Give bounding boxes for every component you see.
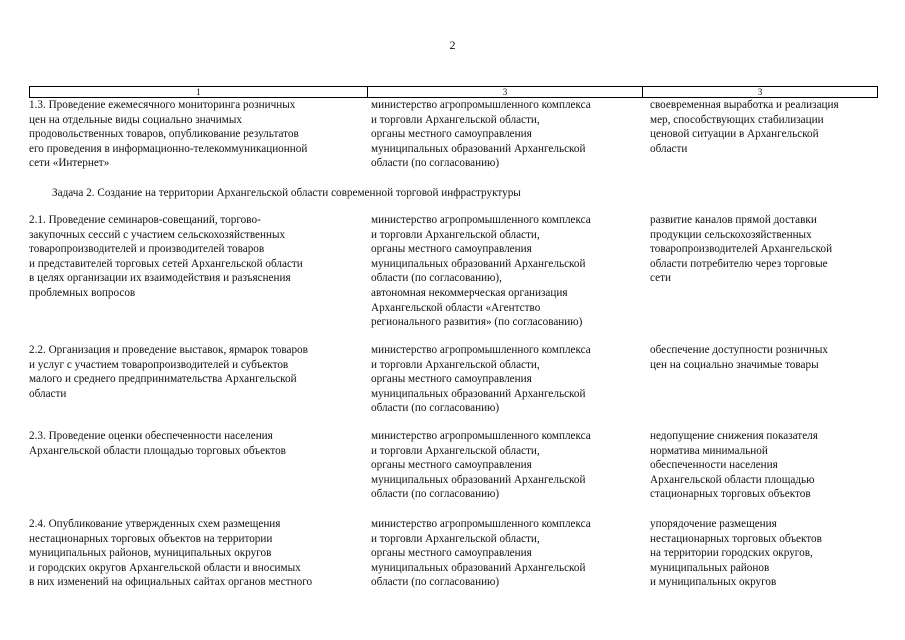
cell-line: обеспечение доступности розничных <box>650 344 829 356</box>
cell-line: 2.2. Организация и проведение выставок, ярмарок товаров <box>29 344 308 356</box>
header-cell: 3 <box>368 87 643 97</box>
cell-line: товаропроизводителей и производителей товаров <box>29 243 265 256</box>
table-row <box>29 517 876 590</box>
cell-col2 <box>367 98 646 171</box>
cell-line: обеспеченности населения <box>650 459 778 472</box>
cell-line: муниципальных образований Архангельской <box>371 257 586 270</box>
cell-line: области (по согласованию) <box>371 576 500 589</box>
cell-col2 <box>367 213 646 330</box>
cell-line: органы местного самоуправления <box>371 128 532 141</box>
cell-line: области <box>650 142 688 155</box>
cell-line: в целях организации их взаимодействия и разъяснения <box>29 272 291 285</box>
cell-line: области (по согласованию) <box>371 402 500 415</box>
cell-line: сети «Интернет» <box>29 157 110 170</box>
cell-line: муниципальных районов <box>650 561 770 574</box>
table-row <box>29 213 876 330</box>
cell-col3 <box>646 343 876 416</box>
cell-col1 <box>29 98 367 171</box>
cell-line: муниципальных районов, муниципальных округов <box>29 547 272 560</box>
cell-line: 2.4. Опубликование утвержденных схем размещения <box>29 518 281 530</box>
cell-line: регионального развития» (по согласованию) <box>371 316 583 329</box>
cell-line: муниципальных образований Архангельской <box>371 561 586 574</box>
cell-line: органы местного самоуправления <box>371 459 532 472</box>
cell-line: и муниципальных округов <box>650 576 777 589</box>
cell-line: и услуг с участием товаропроизводителей и субъектов <box>29 358 289 371</box>
cell-line: муниципальных образований Архангельской <box>371 142 586 155</box>
cell-line: продовольственных товаров, опубликование результатов <box>29 128 299 141</box>
cell-line: области <box>29 387 67 400</box>
cell-line: товаропроизводителей Архангельской <box>650 243 833 256</box>
cell-line: министерство агропромышленного комплекса <box>371 430 591 442</box>
cell-col1 <box>29 343 367 416</box>
cell-line: и торговли Архангельской области, <box>371 444 540 457</box>
cell-line: министерство агропромышленного комплекса <box>371 344 591 356</box>
cell-line: Архангельской области площадью <box>650 473 815 486</box>
cell-line: нестационарных торговых объектов <box>650 532 822 545</box>
cell-line: мер, способствующих стабилизации <box>650 113 824 126</box>
cell-line: муниципальных образований Архангельской <box>371 473 586 486</box>
cell-line: области (по согласованию) <box>371 157 500 170</box>
cell-line: и торговли Архангельской области, <box>371 113 540 126</box>
cell-line: органы местного самоуправления <box>371 243 532 256</box>
table-row <box>29 98 876 171</box>
cell-line: проблемных вопросов <box>29 286 136 299</box>
cell-line: 1.3. Проведение ежемесячного мониторинга розничных <box>29 99 296 111</box>
cell-line: малого и среднего предпринимательства Архангельской <box>29 373 297 386</box>
cell-line: развитие каналов прямой доставки <box>650 214 817 226</box>
table-header-row <box>29 86 878 98</box>
cell-line: 2.3. Проведение оценки обеспеченности населения <box>29 430 273 442</box>
cell-line: автономная некоммерческая организация <box>371 286 568 299</box>
cell-line: сети <box>650 272 671 285</box>
cell-line: области (по согласованию) <box>371 488 500 501</box>
cell-line: органы местного самоуправления <box>371 373 532 386</box>
cell-line: в них изменений на официальных сайтах органов местного <box>29 576 313 589</box>
cell-col2 <box>367 429 646 502</box>
cell-line: муниципальных образований Архангельской <box>371 387 586 400</box>
cell-line: и торговли Архангельской области, <box>371 358 540 371</box>
cell-line: министерство агропромышленного комплекса <box>371 518 591 530</box>
cell-col1 <box>29 429 367 502</box>
cell-line: и городских округов Архангельской области и вносимых <box>29 561 301 574</box>
cell-line: области (по согласованию), <box>371 272 502 285</box>
cell-line: на территории городских округов, <box>650 547 813 560</box>
cell-line: 2.1. Проведение семинаров-совещаний, торгово- <box>29 214 261 226</box>
cell-line: цен на социально значимые товары <box>650 358 819 371</box>
cell-line: нестационарных торговых объектов на территории <box>29 532 273 545</box>
cell-col1 <box>29 213 367 330</box>
cell-line: закупочных сессий с участием сельскохозяйственных <box>29 228 286 241</box>
cell-line: цен на отдельные виды социально значимых <box>29 113 242 126</box>
cell-line: и представителей торговых сетей Архангельской области <box>29 257 303 270</box>
cell-line: упорядочение размещения <box>650 518 777 530</box>
cell-line: и торговли Архангельской области, <box>371 228 540 241</box>
cell-col3 <box>646 517 876 590</box>
cell-line: норматива минимальной <box>650 444 768 457</box>
cell-col3 <box>646 98 876 171</box>
task-heading: Задача 2. Создание на территории Архангельской области современной торговой инфраструктуры <box>52 187 521 199</box>
cell-col2 <box>367 343 646 416</box>
cell-line: органы местного самоуправления <box>371 547 532 560</box>
cell-line: своевременная выработка и реализация <box>650 99 839 111</box>
cell-line: области потребителю через торговые <box>650 257 828 270</box>
cell-col3 <box>646 213 876 330</box>
cell-col3 <box>646 429 876 502</box>
header-cell: 1 <box>30 87 368 97</box>
table-row <box>29 429 876 502</box>
cell-line: министерство агропромышленного комплекса <box>371 99 591 111</box>
cell-line: недопущение снижения показателя <box>650 430 818 442</box>
cell-line: ценовой ситуации в Архангельской <box>650 128 819 141</box>
cell-line: Архангельской области площадью торговых объектов <box>29 444 286 457</box>
cell-line: стационарных торговых объектов <box>650 488 811 501</box>
cell-line: и торговли Архангельской области, <box>371 532 540 545</box>
cell-line: Архангельской области «Агентство <box>371 301 541 314</box>
header-cell: 3 <box>757 87 763 97</box>
cell-col1 <box>29 517 367 590</box>
cell-line: продукции сельскохозяйственных <box>650 228 812 241</box>
cell-col2 <box>367 517 646 590</box>
cell-line: его проведения в информационно-телекоммуникационной <box>29 142 308 155</box>
page-number: 2 <box>449 38 456 52</box>
table-row <box>29 343 876 416</box>
cell-line: министерство агропромышленного комплекса <box>371 214 591 226</box>
